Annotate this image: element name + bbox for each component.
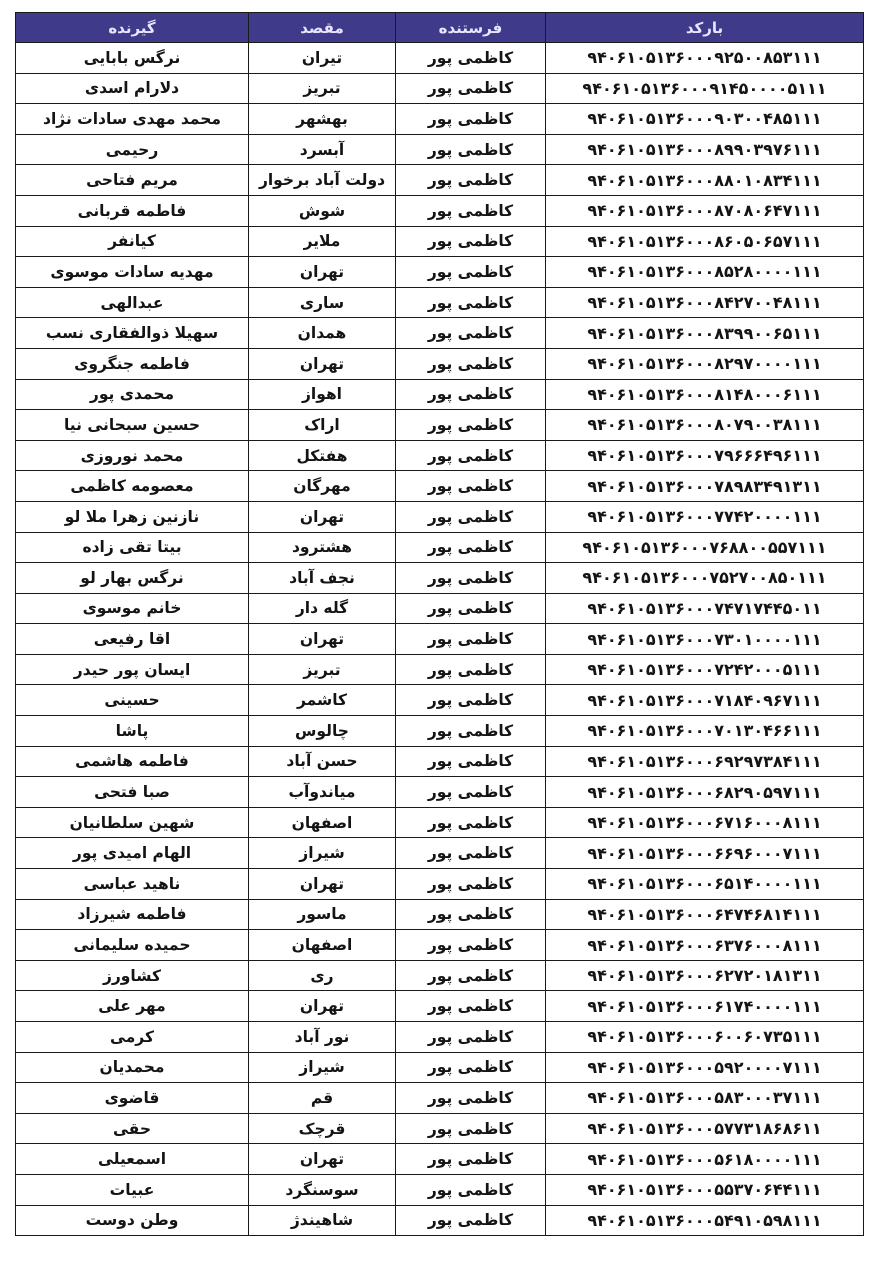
barcode-cell: ۹۴۰۶۱۰۵۱۳۶۰۰۰۶۳۷۶۰۰۰۸۱۱۱: [546, 930, 864, 961]
barcode-cell: ۹۴۰۶۱۰۵۱۳۶۰۰۰۵۸۳۰۰۰۳۷۱۱۱: [546, 1083, 864, 1114]
destination-cell: ملایر: [249, 226, 396, 257]
sender-cell: کاظمی پور: [396, 501, 546, 532]
recipient-cell: قاضوی: [16, 1083, 249, 1114]
table-row: [16, 257, 864, 288]
table-row: [16, 1144, 864, 1175]
table-row: [16, 1022, 864, 1053]
sender-cell: کاظمی پور: [396, 991, 546, 1022]
sender-cell: کاظمی پور: [396, 73, 546, 104]
recipient-cell: اسمعیلی: [16, 1144, 249, 1175]
barcode-cell: ۹۴۰۶۱۰۵۱۳۶۰۰۰۷۱۸۴۰۹۶۷۱۱۱: [546, 685, 864, 716]
header-sender: فرستنده: [396, 13, 546, 43]
sender-cell: کاظمی پور: [396, 104, 546, 135]
destination-cell: تیران: [249, 43, 396, 74]
recipient-cell: نازنین زهرا ملا لو: [16, 501, 249, 532]
sender-cell: کاظمی پور: [396, 838, 546, 869]
destination-cell: هفتکل: [249, 440, 396, 471]
recipient-cell: کیانفر: [16, 226, 249, 257]
sender-cell: کاظمی پور: [396, 1113, 546, 1144]
table-row: [16, 471, 864, 502]
recipient-cell: ایسان پور حیدر: [16, 654, 249, 685]
barcode-cell: ۹۴۰۶۱۰۵۱۳۶۰۰۰۵۶۱۸۰۰۰۰۱۱۱: [546, 1144, 864, 1175]
barcode-cell: ۹۴۰۶۱۰۵۱۳۶۰۰۰۶۶۹۶۰۰۰۷۱۱۱: [546, 838, 864, 869]
recipient-cell: فاطمه جنگروی: [16, 348, 249, 379]
destination-cell: شاهیندژ: [249, 1205, 396, 1236]
recipient-cell: محمد نوروزی: [16, 440, 249, 471]
table-row: [16, 1083, 864, 1114]
destination-cell: تهران: [249, 624, 396, 655]
sender-cell: کاظمی پور: [396, 134, 546, 165]
destination-cell: حسن آباد: [249, 746, 396, 777]
barcode-cell: ۹۴۰۶۱۰۵۱۳۶۰۰۰۷۲۴۲۰۰۰۵۱۱۱: [546, 654, 864, 685]
destination-cell: تهران: [249, 501, 396, 532]
recipient-cell: ناهید عباسی: [16, 869, 249, 900]
barcode-cell: ۹۴۰۶۱۰۵۱۳۶۰۰۰۷۸۹۸۳۴۹۱۳۱۱: [546, 471, 864, 502]
destination-cell: تبریز: [249, 73, 396, 104]
destination-cell: قم: [249, 1083, 396, 1114]
barcode-cell: ۹۴۰۶۱۰۵۱۳۶۰۰۰۹۱۴۵۰۰۰۰۵۱۱۱: [546, 73, 864, 104]
header-row: [16, 13, 864, 43]
destination-cell: همدان: [249, 318, 396, 349]
barcode-cell: ۹۴۰۶۱۰۵۱۳۶۰۰۰۹۰۳۰۰۴۸۵۱۱۱: [546, 104, 864, 135]
table-row: [16, 1052, 864, 1083]
destination-cell: تهران: [249, 257, 396, 288]
barcode-cell: ۹۴۰۶۱۰۵۱۳۶۰۰۰۵۵۳۷۰۶۴۴۱۱۱: [546, 1174, 864, 1205]
destination-cell: ساری: [249, 287, 396, 318]
recipient-cell: سهیلا ذوالفقاری نسب: [16, 318, 249, 349]
table-row: [16, 1174, 864, 1205]
recipient-cell: کشاورز: [16, 960, 249, 991]
table-header: [16, 13, 864, 43]
barcode-cell: ۹۴۰۶۱۰۵۱۳۶۰۰۰۵۴۹۱۰۵۹۸۱۱۱: [546, 1205, 864, 1236]
table-row: [16, 73, 864, 104]
recipient-cell: عبدالهی: [16, 287, 249, 318]
destination-cell: اهواز: [249, 379, 396, 410]
table-row: [16, 991, 864, 1022]
sender-cell: کاظمی پور: [396, 1083, 546, 1114]
recipient-cell: دلارام اسدی: [16, 73, 249, 104]
barcode-cell: ۹۴۰۶۱۰۵۱۳۶۰۰۰۸۵۲۸۰۰۰۰۱۱۱: [546, 257, 864, 288]
sender-cell: کاظمی پور: [396, 318, 546, 349]
barcode-cell: ۹۴۰۶۱۰۵۱۳۶۰۰۰۸۷۰۸۰۶۴۷۱۱۱: [546, 195, 864, 226]
sender-cell: کاظمی پور: [396, 195, 546, 226]
barcode-cell: ۹۴۰۶۱۰۵۱۳۶۰۰۰۷۰۱۳۰۴۶۶۱۱۱: [546, 716, 864, 747]
sender-cell: کاظمی پور: [396, 960, 546, 991]
recipient-cell: وطن دوست: [16, 1205, 249, 1236]
barcode-cell: ۹۴۰۶۱۰۵۱۳۶۰۰۰۹۲۵۰۰۸۵۳۱۱۱: [546, 43, 864, 74]
sender-cell: کاظمی پور: [396, 807, 546, 838]
sender-cell: کاظمی پور: [396, 746, 546, 777]
barcode-cell: ۹۴۰۶۱۰۵۱۳۶۰۰۰۷۷۴۲۰۰۰۰۱۱۱: [546, 501, 864, 532]
recipient-cell: محمدیان: [16, 1052, 249, 1083]
destination-cell: مهرگان: [249, 471, 396, 502]
destination-cell: قرچک: [249, 1113, 396, 1144]
barcode-cell: ۹۴۰۶۱۰۵۱۳۶۰۰۰۸۲۹۷۰۰۰۰۱۱۱: [546, 348, 864, 379]
header-barcode: بارکد: [546, 13, 864, 43]
barcode-cell: ۹۴۰۶۱۰۵۱۳۶۰۰۰۷۹۶۶۶۴۹۶۱۱۱: [546, 440, 864, 471]
barcode-cell: ۹۴۰۶۱۰۵۱۳۶۰۰۰۸۸۰۱۰۸۳۴۱۱۱: [546, 165, 864, 196]
recipient-cell: معصومه کاظمی: [16, 471, 249, 502]
barcode-cell: ۹۴۰۶۱۰۵۱۳۶۰۰۰۶۲۷۲۰۱۸۱۳۱۱: [546, 960, 864, 991]
recipient-cell: شهین سلطانیان: [16, 807, 249, 838]
header-destination: مقصد: [249, 13, 396, 43]
table-row: [16, 379, 864, 410]
destination-cell: اصفهان: [249, 930, 396, 961]
sender-cell: کاظمی پور: [396, 563, 546, 594]
table-row: [16, 624, 864, 655]
recipient-cell: کرمی: [16, 1022, 249, 1053]
table-row: [16, 777, 864, 808]
sender-cell: کاظمی پور: [396, 348, 546, 379]
table-row: [16, 593, 864, 624]
sender-cell: کاظمی پور: [396, 1174, 546, 1205]
table-row: [16, 43, 864, 74]
sender-cell: کاظمی پور: [396, 1052, 546, 1083]
sender-cell: کاظمی پور: [396, 716, 546, 747]
table-row: [16, 869, 864, 900]
barcode-cell: ۹۴۰۶۱۰۵۱۳۶۰۰۰۶۷۱۶۰۰۰۸۱۱۱: [546, 807, 864, 838]
recipient-cell: مهدیه سادات موسوی: [16, 257, 249, 288]
barcode-cell: ۹۴۰۶۱۰۵۱۳۶۰۰۰۸۳۹۹۰۰۶۵۱۱۱: [546, 318, 864, 349]
sender-cell: کاظمی پور: [396, 257, 546, 288]
destination-cell: سوسنگرد: [249, 1174, 396, 1205]
recipient-cell: عبیات: [16, 1174, 249, 1205]
table-row: [16, 348, 864, 379]
table-row: [16, 318, 864, 349]
table-row: [16, 501, 864, 532]
table-row: [16, 165, 864, 196]
barcode-cell: ۹۴۰۶۱۰۵۱۳۶۰۰۰۵۷۷۳۱۸۶۸۶۱۱: [546, 1113, 864, 1144]
table-row: [16, 716, 864, 747]
sender-cell: کاظمی پور: [396, 379, 546, 410]
recipient-cell: اقا رفیعی: [16, 624, 249, 655]
barcode-cell: ۹۴۰۶۱۰۵۱۳۶۰۰۰۷۳۰۱۰۰۰۰۱۱۱: [546, 624, 864, 655]
table-row: [16, 1113, 864, 1144]
table-row: [16, 899, 864, 930]
sender-cell: کاظمی پور: [396, 440, 546, 471]
recipient-cell: محمدی پور: [16, 379, 249, 410]
destination-cell: شیراز: [249, 1052, 396, 1083]
sender-cell: کاظمی پور: [396, 1205, 546, 1236]
recipient-cell: حمیده سلیمانی: [16, 930, 249, 961]
barcode-cell: ۹۴۰۶۱۰۵۱۳۶۰۰۰۸۴۲۷۰۰۴۸۱۱۱: [546, 287, 864, 318]
sender-cell: کاظمی پور: [396, 226, 546, 257]
table-row: [16, 746, 864, 777]
table-row: [16, 134, 864, 165]
sender-cell: کاظمی پور: [396, 624, 546, 655]
destination-cell: تهران: [249, 869, 396, 900]
table-row: [16, 685, 864, 716]
destination-cell: ری: [249, 960, 396, 991]
table-row: [16, 1205, 864, 1236]
destination-cell: هشترود: [249, 532, 396, 563]
barcode-cell: ۹۴۰۶۱۰۵۱۳۶۰۰۰۶۹۲۹۷۳۸۴۱۱۱: [546, 746, 864, 777]
barcode-cell: ۹۴۰۶۱۰۵۱۳۶۰۰۰۸۹۹۰۳۹۷۶۱۱۱: [546, 134, 864, 165]
shipments-table: [15, 12, 864, 1236]
barcode-cell: ۹۴۰۶۱۰۵۱۳۶۰۰۰۸۶۰۵۰۶۵۷۱۱۱: [546, 226, 864, 257]
table-row: [16, 807, 864, 838]
sender-cell: کاظمی پور: [396, 1022, 546, 1053]
sender-cell: کاظمی پور: [396, 654, 546, 685]
destination-cell: نور آباد: [249, 1022, 396, 1053]
table-row: [16, 195, 864, 226]
destination-cell: تبریز: [249, 654, 396, 685]
barcode-cell: ۹۴۰۶۱۰۵۱۳۶۰۰۰۷۶۸۸۰۰۵۵۷۱۱۱: [546, 532, 864, 563]
recipient-cell: محمد مهدی سادات نژاد: [16, 104, 249, 135]
sender-cell: کاظمی پور: [396, 685, 546, 716]
barcode-cell: ۹۴۰۶۱۰۵۱۳۶۰۰۰۶۰۰۶۰۷۳۵۱۱۱: [546, 1022, 864, 1053]
table-row: [16, 410, 864, 441]
recipient-cell: پاشا: [16, 716, 249, 747]
sender-cell: کاظمی پور: [396, 43, 546, 74]
barcode-cell: ۹۴۰۶۱۰۵۱۳۶۰۰۰۵۹۲۰۰۰۰۷۱۱۱: [546, 1052, 864, 1083]
destination-cell: کاشمر: [249, 685, 396, 716]
barcode-cell: ۹۴۰۶۱۰۵۱۳۶۰۰۰۶۱۷۴۰۰۰۰۱۱۱: [546, 991, 864, 1022]
destination-cell: شیراز: [249, 838, 396, 869]
destination-cell: نجف آباد: [249, 563, 396, 594]
destination-cell: میاندوآب: [249, 777, 396, 808]
barcode-cell: ۹۴۰۶۱۰۵۱۳۶۰۰۰۶۸۲۹۰۵۹۷۱۱۱: [546, 777, 864, 808]
sender-cell: کاظمی پور: [396, 471, 546, 502]
sender-cell: کاظمی پور: [396, 287, 546, 318]
recipient-cell: مریم فتاحی: [16, 165, 249, 196]
sender-cell: کاظمی پور: [396, 410, 546, 441]
recipient-cell: الهام امیدی پور: [16, 838, 249, 869]
destination-cell: ماسور: [249, 899, 396, 930]
recipient-cell: نرگس بابایی: [16, 43, 249, 74]
destination-cell: تهران: [249, 1144, 396, 1175]
recipient-cell: حقی: [16, 1113, 249, 1144]
table-row: [16, 930, 864, 961]
destination-cell: اصفهان: [249, 807, 396, 838]
recipient-cell: حسینی: [16, 685, 249, 716]
table-row: [16, 440, 864, 471]
recipient-cell: فاطمه هاشمی: [16, 746, 249, 777]
table-row: [16, 563, 864, 594]
sender-cell: کاظمی پور: [396, 899, 546, 930]
destination-cell: گله دار: [249, 593, 396, 624]
sender-cell: کاظمی پور: [396, 777, 546, 808]
barcode-cell: ۹۴۰۶۱۰۵۱۳۶۰۰۰۷۴۷۱۷۴۴۵۰۱۱: [546, 593, 864, 624]
destination-cell: آبسرد: [249, 134, 396, 165]
table-row: [16, 287, 864, 318]
destination-cell: تهران: [249, 991, 396, 1022]
destination-cell: چالوس: [249, 716, 396, 747]
table-row: [16, 960, 864, 991]
recipient-cell: حسین سبحانی نیا: [16, 410, 249, 441]
recipient-cell: نرگس بهار لو: [16, 563, 249, 594]
recipient-cell: فاطمه قربانی: [16, 195, 249, 226]
sender-cell: کاظمی پور: [396, 869, 546, 900]
table-row: [16, 654, 864, 685]
barcode-cell: ۹۴۰۶۱۰۵۱۳۶۰۰۰۸۱۴۸۰۰۰۶۱۱۱: [546, 379, 864, 410]
table-row: [16, 104, 864, 135]
barcode-cell: ۹۴۰۶۱۰۵۱۳۶۰۰۰۸۰۷۹۰۰۳۸۱۱۱: [546, 410, 864, 441]
barcode-cell: ۹۴۰۶۱۰۵۱۳۶۰۰۰۶۴۷۴۶۸۱۴۱۱۱: [546, 899, 864, 930]
recipient-cell: رحیمی: [16, 134, 249, 165]
sender-cell: کاظمی پور: [396, 930, 546, 961]
recipient-cell: مهر علی: [16, 991, 249, 1022]
recipient-cell: فاطمه شیرزاد: [16, 899, 249, 930]
destination-cell: تهران: [249, 348, 396, 379]
header-recipient: گیرنده: [16, 13, 249, 43]
barcode-cell: ۹۴۰۶۱۰۵۱۳۶۰۰۰۷۵۲۷۰۰۸۵۰۱۱۱: [546, 563, 864, 594]
recipient-cell: بیتا تقی زاده: [16, 532, 249, 563]
recipient-cell: صبا فتحی: [16, 777, 249, 808]
recipient-cell: خانم موسوی: [16, 593, 249, 624]
destination-cell: بهشهر: [249, 104, 396, 135]
destination-cell: دولت آباد برخوار: [249, 165, 396, 196]
barcode-cell: ۹۴۰۶۱۰۵۱۳۶۰۰۰۶۵۱۴۰۰۰۰۱۱۱: [546, 869, 864, 900]
table-row: [16, 226, 864, 257]
sender-cell: کاظمی پور: [396, 593, 546, 624]
table-body: [16, 43, 864, 1236]
sender-cell: کاظمی پور: [396, 532, 546, 563]
table-row: [16, 838, 864, 869]
table-row: [16, 532, 864, 563]
destination-cell: اراک: [249, 410, 396, 441]
destination-cell: شوش: [249, 195, 396, 226]
sender-cell: کاظمی پور: [396, 1144, 546, 1175]
sender-cell: کاظمی پور: [396, 165, 546, 196]
